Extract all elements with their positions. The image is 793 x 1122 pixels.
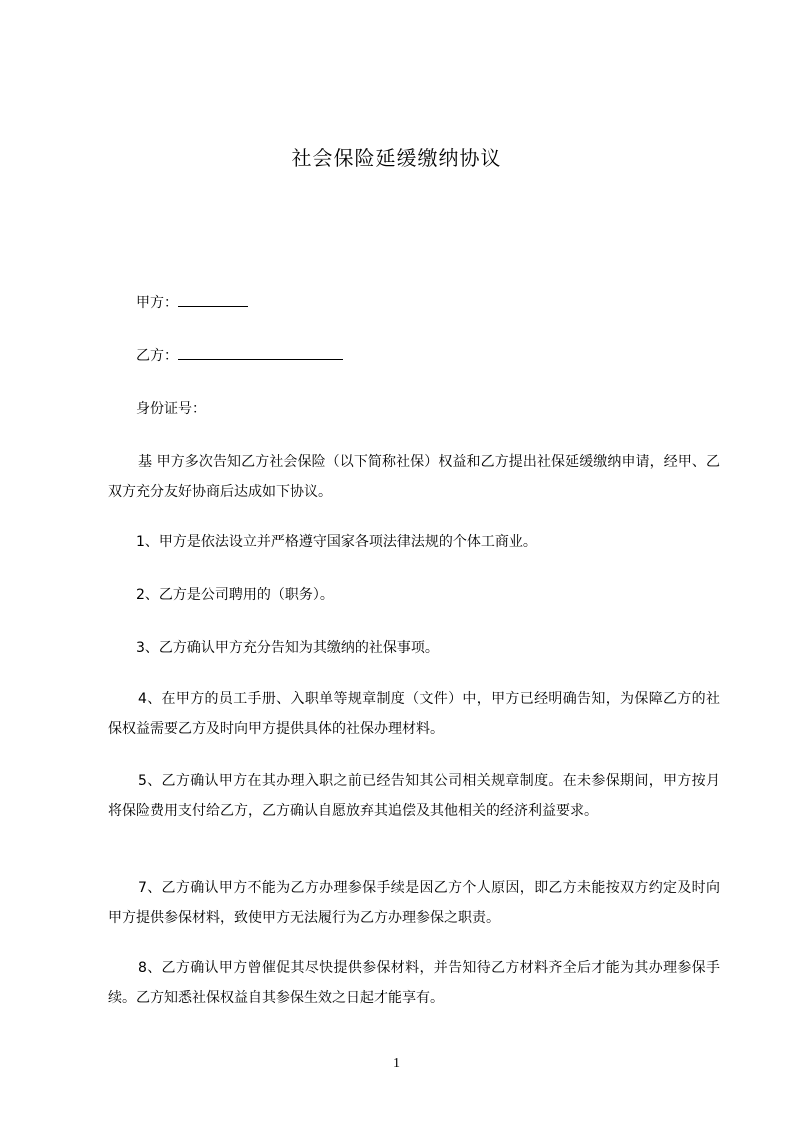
id-number-label: 身份证号： — [136, 401, 206, 417]
document-title: 社会保险延缓缴纳协议 — [291, 146, 502, 170]
party-a-label: 甲方： — [136, 295, 178, 311]
id-number-line — [136, 399, 206, 419]
clause-8: 8、乙方确认甲方曾催促其尽快提供参保材料，并告知待乙方材料齐全后才能为其办理参保手续。乙方知悉社保权益自其参保生效之日起才能享有。 — [108, 960, 720, 1006]
party-a-line — [136, 292, 248, 313]
party-b-label: 乙方： — [136, 348, 178, 364]
party-b-blank — [178, 345, 343, 360]
party-a-blank — [178, 292, 248, 307]
intro-paragraph: 基 甲方多次告知乙方社会保险（以下简称社保）权益和乙方提出社保延缓缴纳申请，经甲、乙双方充分友好协商后达成如下协议。 — [108, 454, 720, 500]
clause-2: 2、乙方是公司聘用的（职务）。 — [136, 587, 334, 603]
clause-4: 4、在甲方的员工手册、入职单等规章制度（文件）中，甲方已经明确告知，为保障乙方的社保权益需要乙方及时向甲方提供具体的社保办理材料。 — [108, 691, 720, 737]
party-b-line — [136, 345, 343, 366]
clause-1: 1、甲方是依法设立并严格遵守国家各项法律法规的个体工商业。 — [136, 534, 537, 550]
clause-7: 7、乙方确认甲方不能为乙方办理参保手续是因乙方个人原因，即乙方未能按双方约定及时向甲方提供参保材料，致使甲方无法履行为乙方办理参保之职责。 — [108, 880, 720, 926]
page-number: 1 — [393, 1056, 400, 1071]
clause-3: 3、乙方确认甲方充分告知为其缴纳的社保事项。 — [136, 640, 439, 656]
clause-5: 5、乙方确认甲方在其办理入职之前已经告知其公司相关规章制度。在未参保期间，甲方按月将保险费用支付给乙方，乙方确认自愿放弃其追偿及其他相关的经济利益要求。 — [108, 773, 720, 819]
